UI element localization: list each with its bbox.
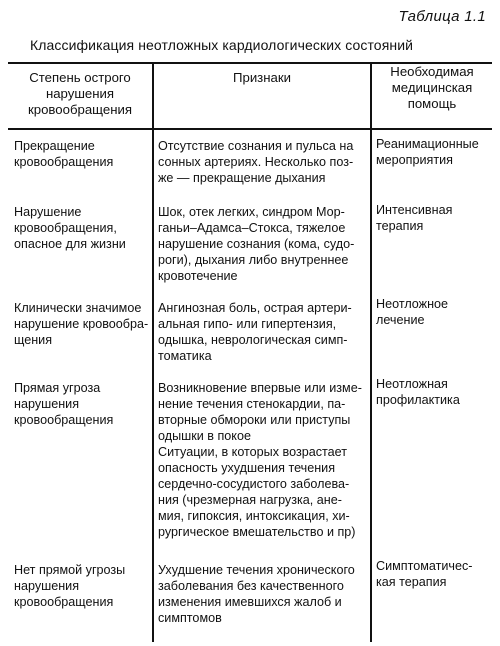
cell-line: симптомов [158,611,222,625]
cell-line: нарушение кровообра- [14,317,149,331]
cell-line: роги), дыхания либо внутреннее [158,253,349,267]
row-5-signs [158,562,368,626]
cell-line: нарушения [14,397,80,411]
row-1-help [376,136,492,168]
cell-line: Неотложная [376,377,448,391]
row-2-help [376,202,492,234]
cell-line: лечение [376,313,425,327]
header-help-line: Необходимая [390,64,474,79]
cell-line: профилактика [376,393,460,407]
cell-line: Прекращение [14,139,95,153]
cell-line: же — прекращение дыхания [158,171,326,185]
cell-line: одышки в покое [158,429,251,443]
cell-line: нарушение сознания (кома, судо- [158,237,355,251]
cell-line: изменения имевшихся жалоб и [158,595,342,609]
cell-line: одышка, неврологическая симп- [158,333,348,347]
row-2-degree [14,204,150,252]
header-degree-line: нарушения [45,86,115,101]
cell-line: Нет прямой угрозы [14,563,126,577]
cell-line: рургическое вмешательство и пр) [158,525,356,539]
cell-line: альная гипо- или гипертензия, [158,317,337,331]
row-5-help [376,558,492,590]
cell-line: опасность ухудшения течения [158,461,336,475]
classification-table [8,62,492,642]
cell-line: кровотечение [158,269,238,283]
row-3-degree [14,300,150,348]
cell-line: ганьи–Адамса–Стокса, тяжелое [158,221,346,235]
cell-line: томатика [158,349,212,363]
cell-line: Ангинозная боль, острая артери- [158,301,352,315]
cell-line: нарушения [14,579,80,593]
cell-line: сонных артериях. Несколько поз- [158,155,354,169]
cell-line: Возникновение впервые или изме- [158,381,362,395]
header-bottom-rule [8,128,492,130]
cell-line: кровообращения, [14,221,117,235]
cell-line: Неотложное [376,297,449,311]
cell-line: кровообращения [14,155,114,169]
cell-line: заболевания без качественного [158,579,344,593]
cell-line: Ухудшение течения хронического [158,563,355,577]
cell-line: мия, гипоксия, интоксикация, хи- [158,509,350,523]
cell-line: нение течения стенокардии, па- [158,397,346,411]
header-degree-line: Степень острого [29,70,131,85]
table-number-label: Таблица 1.1 [398,8,486,25]
table-title: Классификация неотложных кардиологических состояний [30,37,414,53]
cell-line: щения [14,333,53,347]
header-signs-line: Признаки [233,70,291,85]
header-degree-line: кровообращения [27,102,132,117]
row-3-signs [158,300,368,364]
row-5-degree [14,562,150,610]
header-help-line: медицинская [391,80,473,95]
cell-line: кровообращения [14,413,114,427]
header-help [372,64,492,112]
cell-line: Нарушение [14,205,82,219]
cell-line: опасное для жизни [14,237,126,251]
cell-line: Отсутствие сознания и пульса на [158,139,354,153]
cell-line: ния (чрезмерная нагрузка, ане- [158,493,342,507]
cell-line: Интенсивная [376,203,453,217]
cell-line: Ситуации, в которых возрастает [158,445,348,459]
header-signs [154,70,370,86]
row-4-signs [158,380,368,540]
cell-line: Прямая угроза [14,381,101,395]
cell-line: Реанимационные [376,137,479,151]
row-4-degree [14,380,150,428]
cell-line: Шок, отек легких, синдром Мор- [158,205,345,219]
row-1-signs [158,138,368,186]
row-3-help [376,296,492,328]
cell-line: кровообращения [14,595,114,609]
cell-line: кая терапия [376,575,447,589]
header-degree [8,70,152,118]
row-4-help [376,376,492,408]
cell-line: мероприятия [376,153,453,167]
cell-line: вторные обмороки или приступы [158,413,351,427]
cell-line: Клинически значимое [14,301,142,315]
cell-line: терапия [376,219,424,233]
cell-line: сердечно-сосудистого заболева- [158,477,350,491]
header-help-line: помощь [407,96,457,111]
column-divider-1 [152,62,154,642]
cell-line: Симптоматичес- [376,559,473,573]
row-2-signs [158,204,368,284]
column-divider-2 [370,62,372,642]
row-1-degree [14,138,150,170]
